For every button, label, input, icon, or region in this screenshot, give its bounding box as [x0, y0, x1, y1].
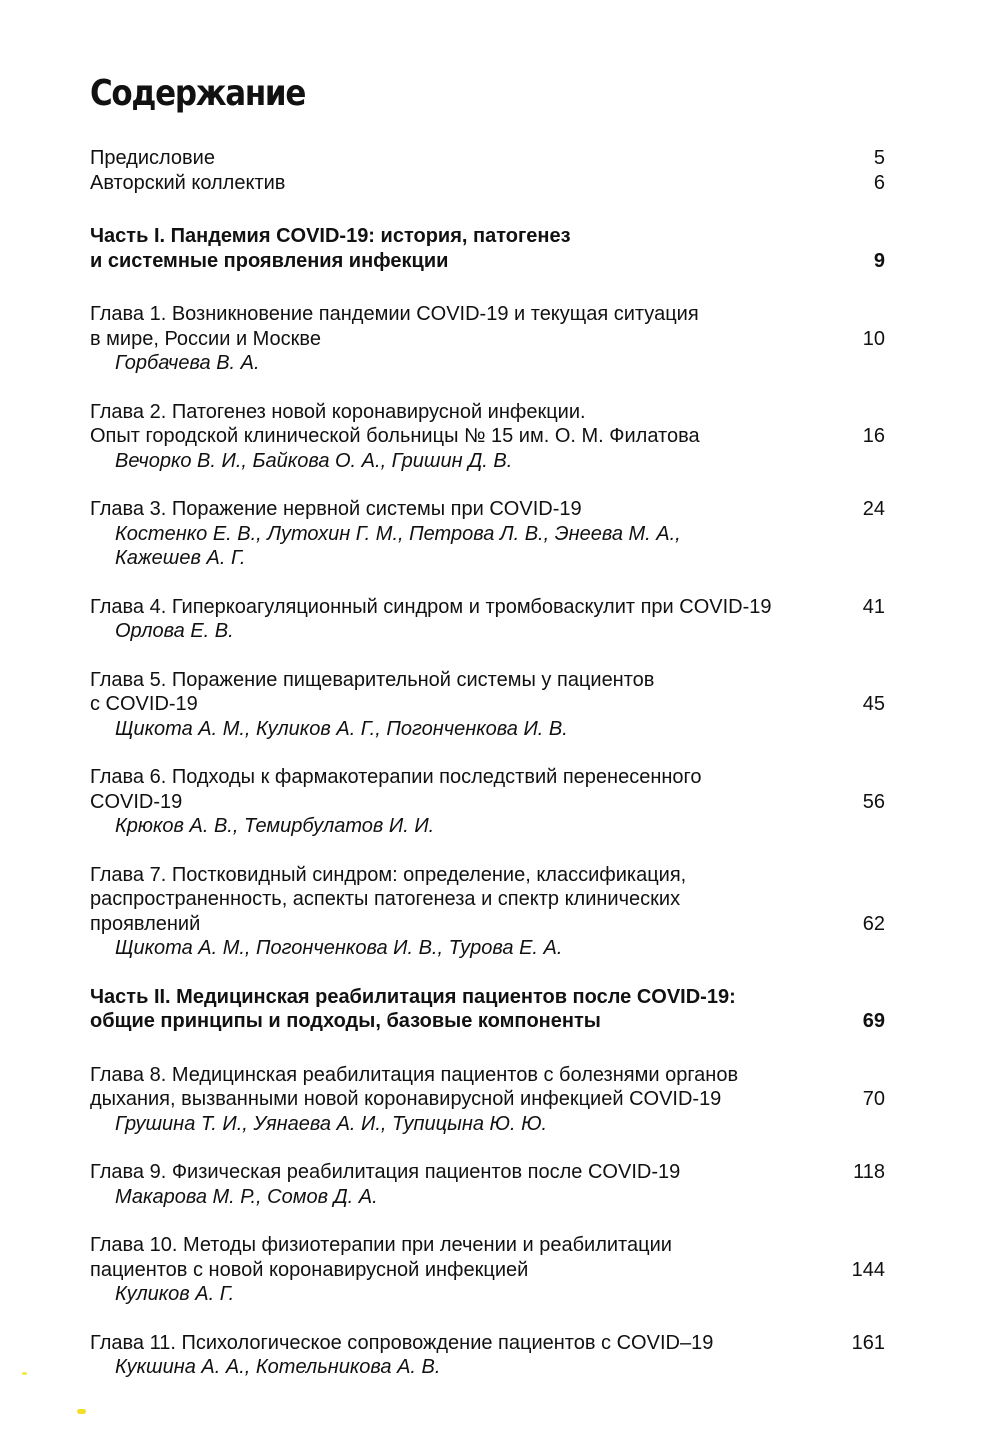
- chapter-title: Глава 5. Поражение пищеварительной системы у пациентов с COVID-19: [90, 668, 655, 715]
- chapter-title: Глава 8. Медицинская реабилитация пациентов с болезнями органов дыхания, вызванными новой коронавирусной инфекцией COVID-19: [90, 1063, 739, 1110]
- chapter-authors: Щикота А. М., Погонченкова И. В., Турова Е. А.: [115, 937, 563, 959]
- page-number: 41: [862, 595, 885, 618]
- chapter-title: Глава 4. Гиперкоагуляционный синдром и тромбоваскулит при COVID-19: [90, 595, 772, 618]
- page-number: 9: [873, 249, 885, 272]
- page-number: 24: [862, 498, 885, 520]
- chapter-title: Глава 3. Поражение нервной системы при COVID-19: [90, 498, 582, 520]
- chapter-title: Глава 1. Возникновение пандемии COVID-19 и текущая ситуация в мире, России и Москве: [90, 303, 699, 350]
- toc-chapter-7[interactable]: [90, 863, 885, 961]
- entry-title: Предисловие: [90, 147, 215, 169]
- toc-chapter-3[interactable]: [90, 497, 885, 571]
- chapter-title: Глава 7. Постковидный синдром: определение, классификация, распространенность, аспекты патогенеза и спектр клинических проявлений: [90, 863, 687, 935]
- page-number: 5: [873, 147, 885, 169]
- page-number: 70: [862, 1088, 885, 1110]
- page-number: 62: [862, 912, 885, 935]
- chapter-authors: Крюков А. В., Темирбулатов И. И.: [115, 815, 435, 837]
- chapter-authors: Вечорко В. И., Байкова О. А., Гришин Д. В.: [115, 449, 513, 472]
- highlighter-speck: [22, 1372, 27, 1375]
- part-title: Часть I. Пандемия COVID-19: история, патогенез и системные проявления инфекции: [90, 225, 571, 272]
- page-title: Содержание: [90, 73, 306, 114]
- chapter-title: Глава 11. Психологическое сопровождение пациентов с COVID–19: [90, 1331, 714, 1354]
- part-title: Часть II. Медицинская реабилитация пациентов после COVID-19: общие принципы и подходы, базовые компоненты: [90, 985, 736, 1032]
- toc-entry-authors-team[interactable]: [90, 171, 885, 196]
- chapter-authors: Щикота А. М., Куликов А. Г., Погонченкова И. В.: [115, 717, 568, 740]
- toc-chapter-1[interactable]: [90, 302, 885, 376]
- toc-entry-foreword[interactable]: [90, 146, 885, 171]
- entry-title: Авторский коллектив: [90, 171, 286, 194]
- chapter-authors: Макарова М. Р., Сомов Д. А.: [115, 1185, 378, 1208]
- page-number: 6: [873, 171, 885, 194]
- toc-chapter-11[interactable]: [90, 1331, 885, 1380]
- toc-part-1[interactable]: [90, 224, 885, 273]
- page-number: 69: [862, 1010, 885, 1032]
- page-number: 45: [862, 693, 885, 715]
- chapter-authors: Костенко Е. В., Лутохин Г. М., Петрова Л. В., Энеева М. А., Кажешев А. Г.: [115, 522, 681, 569]
- chapter-authors: Грушина Т. И., Уянаева А. И., Тупицына Ю. Ю.: [115, 1112, 548, 1135]
- chapter-title: Глава 2. Патогенез новой коронавирусной инфекции. Опыт городской клинической больницы № 15 им. О. М. Филатова: [90, 400, 700, 447]
- page-number: 118: [853, 1161, 885, 1183]
- toc-chapter-6[interactable]: [90, 765, 885, 839]
- highlighter-speck: [77, 1409, 86, 1414]
- chapter-authors: Куликов А. Г.: [115, 1283, 235, 1305]
- chapter-title: Глава 9. Физическая реабилитация пациентов после COVID-19: [90, 1161, 681, 1183]
- page-number: 161: [851, 1331, 885, 1354]
- chapter-title: Глава 6. Подходы к фармакотерапии последствий перенесенного COVID-19: [90, 766, 702, 813]
- chapter-title: Глава 10. Методы физиотерапии при лечении и реабилитации пациентов с новой коронавирусной инфекцией: [90, 1234, 672, 1281]
- toc-chapter-4[interactable]: [90, 595, 885, 644]
- page-number: 10: [862, 327, 885, 350]
- page-number: 144: [851, 1258, 885, 1281]
- toc-chapter-9[interactable]: [90, 1160, 885, 1209]
- chapter-authors: Орлова Е. В.: [115, 620, 234, 642]
- chapter-authors: Горбачева В. А.: [115, 352, 260, 374]
- toc-part-2[interactable]: [90, 985, 885, 1034]
- table-of-contents: [90, 146, 885, 1380]
- toc-chapter-5[interactable]: [90, 668, 885, 742]
- page-number: 56: [862, 790, 885, 813]
- toc-chapter-10[interactable]: [90, 1233, 885, 1307]
- page-number: 16: [862, 425, 885, 447]
- toc-chapter-8[interactable]: [90, 1063, 885, 1137]
- chapter-authors: Кукшина А. А., Котельникова А. В.: [115, 1356, 441, 1378]
- toc-chapter-2[interactable]: [90, 400, 885, 474]
